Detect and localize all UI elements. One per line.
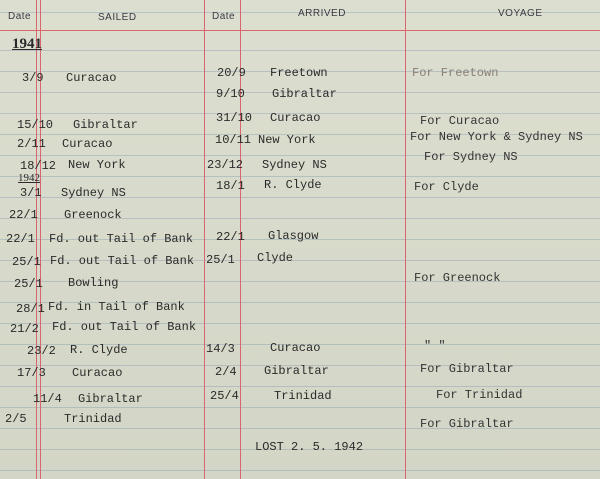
arrived-place: R. Clyde	[264, 178, 322, 192]
sailed-date: 11/4	[33, 392, 62, 406]
arrived-date: 23/12	[207, 158, 244, 172]
voyage-entry: For Greenock	[414, 271, 501, 285]
sailed-place: Bowling	[68, 276, 119, 290]
sailed-date: 21/2	[10, 322, 39, 336]
sailed-date: 25/1	[14, 277, 43, 291]
arrived-date: 14/3	[206, 342, 235, 356]
sailed-date: 22/1	[9, 208, 38, 222]
voyage-entry: For Gibraltar	[420, 417, 514, 431]
sailed-date: 3/9	[22, 71, 44, 85]
arrived-date: 18/1	[216, 179, 245, 193]
voyage-entry: For Gibraltar	[420, 362, 514, 376]
sailed-date: 23/2	[27, 344, 56, 358]
sailed-place: New York	[68, 158, 126, 172]
arrived-date: 9/10	[216, 87, 245, 101]
arrived-place: Trinidad	[274, 389, 332, 403]
arrived-date: 20/9	[217, 66, 246, 80]
sailed-place: Fd. out Tail of Bank	[49, 232, 194, 246]
arrived-date: 25/4	[210, 389, 239, 403]
sailed-place: Gibraltar	[78, 392, 143, 406]
lost-notice: LOST 2. 5. 1942	[255, 440, 364, 454]
header-rule	[0, 30, 600, 31]
sailed-date: 22/1	[6, 232, 35, 246]
sailed-date: 3/1	[20, 186, 42, 200]
sailed-place: Curacao	[62, 137, 113, 151]
year-1941: 1941	[12, 36, 42, 52]
sailed-place: Sydney NS	[61, 186, 126, 200]
voyage-entry: For New York & Sydney NS	[410, 130, 583, 144]
voyage-entry: " "	[424, 339, 446, 353]
sailed-place: Fd. out Tail of Bank	[52, 320, 197, 334]
header-date-sailed: Date	[8, 11, 32, 22]
arrived-place: Gibraltar	[264, 364, 329, 378]
sailed-date: 17/3	[17, 366, 46, 380]
arrived-date: 31/10	[216, 111, 253, 125]
sailed-place: Fd. out Tail of Bank	[50, 254, 195, 268]
year-1942: 1942	[18, 172, 40, 184]
sailed-place: Curacao	[72, 366, 123, 380]
column-rule	[405, 0, 406, 479]
voyage-entry: For Clyde	[414, 180, 479, 194]
voyage-entry: For Trinidad	[436, 388, 523, 402]
arrived-place: Clyde	[257, 251, 294, 265]
header-sailed: SAILED	[98, 12, 137, 23]
sailed-date: 2/11	[17, 137, 46, 151]
header-voyage: VOYAGE	[498, 8, 543, 19]
arrived-place: Curacao	[270, 111, 321, 125]
header-date-arrived: Date	[212, 11, 236, 22]
sailed-date: 18/12	[20, 159, 57, 173]
arrived-date: 25/1	[206, 253, 235, 267]
arrived-date: 10/11	[215, 133, 252, 147]
sailed-date: 15/10	[17, 118, 54, 132]
voyage-entry: For Sydney NS	[424, 150, 518, 164]
column-rule	[204, 0, 205, 479]
arrived-place: Gibraltar	[272, 87, 337, 101]
arrived-place: Glasgow	[268, 229, 319, 243]
arrived-place: Curacao	[270, 341, 321, 355]
sailed-place: Fd. in Tail of Bank	[48, 300, 185, 314]
sailed-date: 25/1	[12, 255, 41, 269]
sailed-place: R. Clyde	[70, 343, 128, 357]
sailed-place: Curacao	[66, 71, 117, 85]
voyage-entry: For Freetown	[412, 66, 499, 80]
sailed-place: Trinidad	[64, 412, 122, 426]
sailed-date: 2/5	[5, 412, 27, 426]
arrived-place: New York	[258, 133, 316, 147]
voyage-entry: For Curacao	[420, 114, 500, 128]
sailed-date: 28/1	[16, 302, 45, 316]
arrived-date: 22/1	[216, 230, 245, 244]
arrived-date: 2/4	[215, 365, 237, 379]
arrived-place: Freetown	[270, 66, 328, 80]
sailed-place: Greenock	[64, 208, 122, 222]
arrived-place: Sydney NS	[262, 158, 327, 172]
sailed-place: Gibraltar	[73, 118, 138, 132]
header-arrived: ARRIVED	[298, 8, 346, 19]
